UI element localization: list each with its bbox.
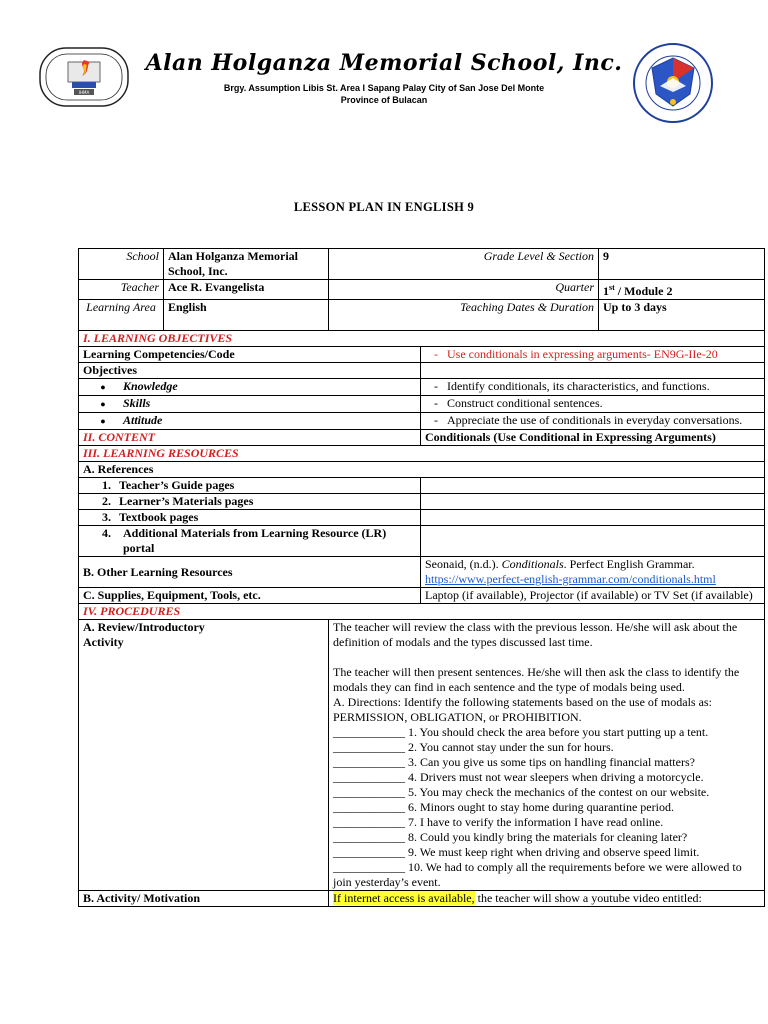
activity-highlight: If internet access is available, bbox=[333, 891, 475, 905]
answer-blank: ____________ bbox=[333, 770, 405, 784]
objective-attitude-value: - Appreciate the use of conditionals in everyday conversations. bbox=[421, 413, 765, 430]
info-row-teacher bbox=[79, 280, 765, 300]
activity-label: B. Activity/ Motivation bbox=[79, 891, 329, 907]
teacher-value: Ace R. Evangelista bbox=[164, 280, 329, 300]
grade-label: Grade Level & Section bbox=[329, 249, 599, 280]
references-label: A. References bbox=[79, 462, 765, 478]
objective-skills-label: ● Skills bbox=[79, 396, 421, 413]
procedures-heading-row bbox=[79, 604, 765, 620]
objective-knowledge-label: ● Knowledge bbox=[79, 379, 421, 396]
answer-blank: ____________ bbox=[333, 725, 405, 739]
exercise-item: ____________ 7. I have to verify the information I have read online. bbox=[333, 815, 664, 829]
supplies-label: C. Supplies, Equipment, Tools, etc. bbox=[79, 588, 421, 604]
school-address: Brgy. Assumption Libis St. Area I Sapang Palay City of San Jose Del Monte bbox=[223, 83, 545, 93]
competencies-value: - Use conditionals in expressing arguments- EN9G-IIe-20 bbox=[421, 347, 765, 363]
objective-skills-value: - Construct conditional sentences. bbox=[421, 396, 765, 413]
school-seal-logo bbox=[38, 46, 130, 108]
review-paragraph-1: The teacher will review the class with the previous lesson. He/she will ask about the definition of modals and the types discussed last time. bbox=[333, 620, 738, 649]
competencies-label: Learning Competencies/Code bbox=[79, 347, 421, 363]
info-row-area bbox=[79, 300, 765, 331]
document-title: LESSON PLAN IN ENGLISH 9 bbox=[293, 200, 475, 214]
dates-value: Up to 3 days bbox=[599, 300, 765, 331]
exercise-item: ____________ 8. Could you kindly bring the materials for cleaning later? bbox=[333, 830, 688, 844]
content-heading: II. CONTENT bbox=[79, 430, 421, 446]
procedures-heading: IV. PROCEDURES bbox=[79, 604, 765, 620]
school-name: Alan Holganza Memorial School, Inc. bbox=[145, 50, 623, 76]
review-paragraph-2: The teacher will then present sentences. He/she will then ask the class to identify the modals they can find in each sentence and the type of modals being used. bbox=[333, 665, 740, 694]
answer-blank: ____________ bbox=[333, 830, 405, 844]
other-resources-label: B. Other Learning Resources bbox=[79, 557, 421, 588]
answer-blank: ____________ bbox=[333, 740, 405, 754]
reference-label: Textbook pages bbox=[119, 510, 199, 524]
exercise-item: ____________ 9. We must keep right when driving and observe speed limit. bbox=[333, 845, 700, 859]
objectives-label: Objectives bbox=[79, 363, 421, 379]
area-label: Learning Area bbox=[79, 300, 164, 331]
content-value: Conditionals (Use Conditional in Expressing Arguments) bbox=[421, 430, 765, 446]
exercise-item: ____________ 1. You should check the area before you start putting up a tent. bbox=[333, 725, 709, 739]
objectives-heading: I. LEARNING OBJECTIVES bbox=[79, 331, 765, 347]
quarter-label: Quarter bbox=[329, 280, 599, 300]
objective-knowledge-value: - Identify conditionals, its characteristics, and functions. bbox=[421, 379, 765, 396]
reference-link[interactable]: https://www.perfect-english-grammar.com/conditionals.html bbox=[425, 572, 716, 586]
exercise-item: ____________ 3. Can you give us some tips on handling financial matters? bbox=[333, 755, 695, 769]
answer-blank: ____________ bbox=[333, 860, 405, 874]
school-province: Province of Bulacan bbox=[340, 95, 428, 105]
content-row bbox=[79, 430, 765, 446]
objective-attitude-label: ● Attitude bbox=[79, 413, 421, 430]
answer-blank: ____________ bbox=[333, 815, 405, 829]
teacher-label: Teacher bbox=[79, 280, 164, 300]
competencies-row bbox=[79, 347, 765, 363]
review-content bbox=[329, 620, 765, 891]
objective-knowledge-row bbox=[79, 379, 765, 396]
resources-heading: III. LEARNING RESOURCES bbox=[79, 446, 765, 462]
school-value: Alan Holganza Memorial School, Inc. bbox=[164, 249, 329, 280]
reference-label: Additional Materials from Learning Resource (LR) portal bbox=[123, 526, 387, 555]
objectives-heading-row bbox=[79, 331, 765, 347]
letterhead bbox=[0, 40, 768, 120]
exercise-item: ____________ 5. You may check the mechanics of the contest on our website. bbox=[333, 785, 710, 799]
answer-blank: ____________ bbox=[333, 785, 405, 799]
supplies-row bbox=[79, 588, 765, 604]
answer-blank: ____________ bbox=[333, 755, 405, 769]
review-row bbox=[79, 620, 765, 891]
objectives-label-row bbox=[79, 363, 765, 379]
reference-label: Learner’s Materials pages bbox=[119, 494, 254, 508]
review-label: A. Review/Introductory Activity bbox=[79, 620, 329, 891]
info-row-school bbox=[79, 249, 765, 280]
reference-label: Teacher’s Guide pages bbox=[119, 478, 235, 492]
reference-row-1: 1. Teacher’s Guide pages bbox=[79, 478, 765, 494]
other-resources-row bbox=[79, 557, 765, 588]
exercise-item: ____________ 10. We had to comply all the requirements before we were allowed to join yesterday’s event. bbox=[333, 860, 742, 889]
dates-label: Teaching Dates & Duration bbox=[329, 300, 599, 331]
other-resources-value: Seonaid, (n.d.). Conditionals. Perfect English Grammar. https://www.perfect-english-grammar.com/conditionals.html bbox=[421, 557, 765, 588]
exercise-item: ____________ 4. Drivers must not wear sleepers when driving a motorcycle. bbox=[333, 770, 704, 784]
grade-value: 9 bbox=[599, 249, 765, 280]
resources-heading-row bbox=[79, 446, 765, 462]
references-row bbox=[79, 462, 765, 478]
exercise-list bbox=[333, 725, 760, 890]
activity-row bbox=[79, 891, 765, 907]
reference-row-4: 4. Additional Materials from Learning Resource (LR) portal bbox=[79, 526, 765, 557]
activity-content: If internet access is available, the teacher will show a youtube video entitled: bbox=[329, 891, 765, 907]
exercise-item: ____________ 6. Minors ought to stay home during quarantine period. bbox=[333, 800, 674, 814]
answer-blank: ____________ bbox=[333, 845, 405, 859]
objective-attitude-row bbox=[79, 413, 765, 430]
exercise-item: ____________ 2. You cannot stay under the sun for hours. bbox=[333, 740, 614, 754]
review-directions: A. Directions: Identify the following statements based on the use of modals as: PERMISSION, OBLIGATION, or PROHIBITION. bbox=[333, 695, 712, 724]
deped-seal-logo bbox=[632, 42, 714, 124]
area-value: English bbox=[164, 300, 329, 331]
objective-skills-row bbox=[79, 396, 765, 413]
reference-row-2: 2. Learner’s Materials pages bbox=[79, 494, 765, 510]
supplies-value: Laptop (if available), Projector (if available) or TV Set (if available) bbox=[421, 588, 765, 604]
svg-text:IHMA: IHMA bbox=[78, 90, 90, 95]
school-label: School bbox=[79, 249, 164, 280]
lesson-plan-table bbox=[78, 248, 765, 907]
reference-row-3: 3. Textbook pages bbox=[79, 510, 765, 526]
answer-blank: ____________ bbox=[333, 800, 405, 814]
quarter-value: 1st / Module 2 bbox=[599, 280, 765, 300]
